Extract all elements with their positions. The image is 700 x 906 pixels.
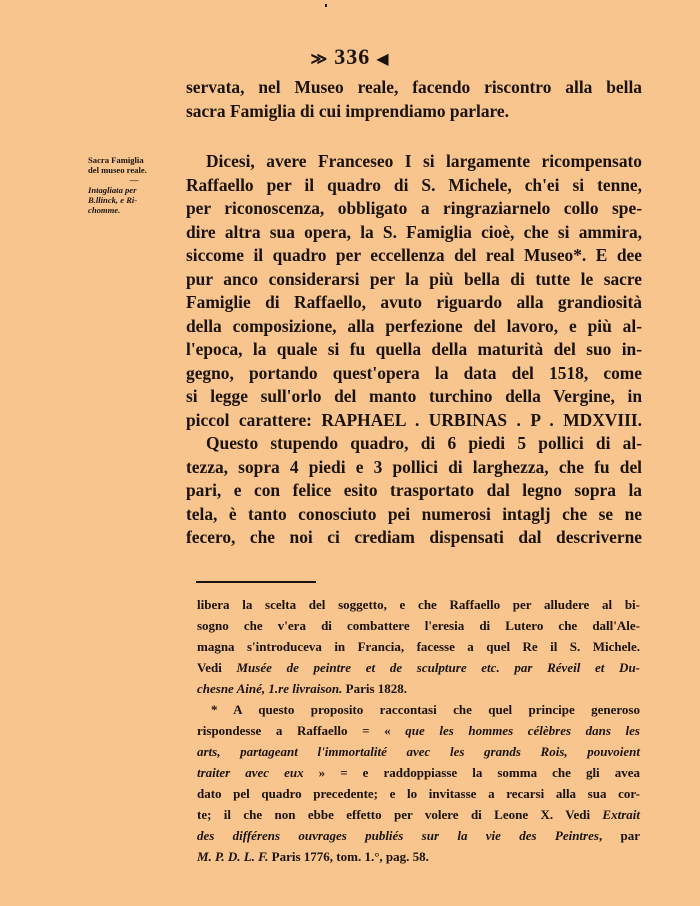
text-line: Dicesi, avere Franceseo I si largamente ricompensato — [206, 151, 642, 171]
margin-note-line: chomme. — [88, 205, 121, 215]
ornament-right-icon: ◀ — [376, 51, 390, 68]
text-line: Questo stupendo quadro, di 6 piedi 5 pollici di al- — [206, 433, 642, 453]
footnote-citation: Musée de peintre et de sculpture etc. par Réveil et Du- — [236, 660, 641, 675]
footnote-line: * A questo proposito raccontasi che quel principe generoso — [211, 702, 640, 717]
footnote-line — [197, 804, 640, 825]
footnote-line — [197, 846, 640, 867]
text-line: Raffaello per il quadro di S. Michele, ch'ei si tenne, — [186, 174, 642, 195]
footnote-text: Paris 1828. — [342, 681, 408, 696]
text-line: piccol carattere: RAPHAEL . URBINAS . P . MDXVIII. — [186, 409, 642, 430]
footnote-line — [197, 741, 640, 762]
footnote-citation: des différens ouvrages publiés sur la vie des Peintres — [197, 828, 599, 843]
margin-note-line: del museo reale. — [88, 165, 147, 175]
footnote-text: rispondesse a Raffaello = « — [197, 723, 406, 738]
footnote-quote: arts, partageant l'immortalité avec les grands Rois, pouvoient — [197, 744, 640, 759]
text-line: fecero, che noi ci crediam dispensati dal descriverne — [186, 527, 642, 547]
page-number — [0, 44, 700, 70]
footnote-line — [197, 657, 640, 678]
footnote-quote: traiter avec eux — [197, 765, 304, 780]
footnote-text: Vedi — [197, 660, 237, 675]
footnote-citation: Extrait — [602, 807, 640, 822]
text-line: servata, nel Museo reale, facendo riscontro alla bella — [186, 77, 642, 97]
footnote-text: Paris 1776, tom. 1.°, pag. 58. — [268, 849, 429, 864]
continued-paragraph — [186, 76, 642, 123]
text-line: dire altra sua opera, la S. Famiglia cioè, che si ammira, — [186, 221, 642, 242]
text-line: tezza, sopra 4 piedi e 3 pollici di larghezza, che fu del — [186, 456, 642, 477]
margin-note-line: B.llinck, e Ri- — [88, 195, 138, 205]
footnote-text: , par — [598, 828, 641, 843]
print-mark — [325, 4, 327, 7]
footnote-line — [197, 678, 640, 699]
text-line: per riconoscenza, obbligato a ringraziarnelo collo spe- — [186, 198, 642, 218]
text-line: Famiglie di Raffaello, avuto riguardo alla grandiosità — [186, 292, 642, 312]
footnote-divider — [196, 581, 316, 583]
margin-note — [88, 155, 180, 215]
footnote-line: dato pel quadro precedente; e lo invitasse a recarsi alla sua cor- — [197, 786, 640, 801]
footnote-line: sogno che v'era di combattere l'eresia di Lutero che dall'Ale- — [197, 618, 640, 633]
text-line: tela, è tanto conosciuto pei numerosi intaglj che se ne — [186, 503, 642, 524]
text-line: della composizione, alla perfezione del lavoro, e più al- — [186, 315, 642, 336]
text-line: l'epoca, la quale si fu quella della maturità del suo in- — [186, 339, 642, 359]
margin-note-line: Intagliata per — [88, 185, 137, 195]
footnote-line: magna s'introduceva in Francia, facesse a quel Re il S. Michele. — [197, 639, 640, 654]
main-paragraph — [186, 150, 642, 550]
footnote-line — [197, 762, 640, 783]
text-line: si legge sull'orlo del manto turchino della Vergine, in — [186, 386, 642, 406]
footnote-citation: chesne Ainé, 1.re livraison. — [197, 681, 343, 696]
footnote-line: libera la scelta del soggetto, e che Raffaello per alludere al bi- — [197, 597, 640, 612]
footnote-text: » = e raddoppiasse la somma che gli avea — [303, 765, 640, 780]
text-line: pari, e con felice esito trasportato dal legno sopra la — [186, 480, 642, 500]
ornament-left-icon: ≫ — [310, 51, 329, 68]
footnote-quote: que les hommes célèbres dans les — [405, 723, 640, 738]
margin-note-dash: — — [129, 175, 139, 185]
text-line: siccome il quadro per eccellenza del real Museo*. E dee — [186, 245, 642, 265]
footnote-citation: M. P. D. L. F. — [197, 849, 269, 864]
footnote-line — [197, 720, 640, 741]
text-line: pur anco considerarsi per la più bella di tutte le sacre — [186, 268, 642, 289]
footnote-line — [197, 825, 640, 846]
page-number-value: 336 — [334, 44, 371, 69]
footnote-text: te; il che non ebbe effetto per volere di Leone X. Vedi — [197, 807, 603, 822]
text-line: gegno, portando quest'opera la data del 1518, come — [186, 362, 642, 383]
text-line: sacra Famiglia di cui imprendiamo parlare. — [186, 100, 510, 121]
footnotes — [197, 594, 640, 867]
margin-note-line: Sacra Famiglia — [88, 155, 144, 165]
